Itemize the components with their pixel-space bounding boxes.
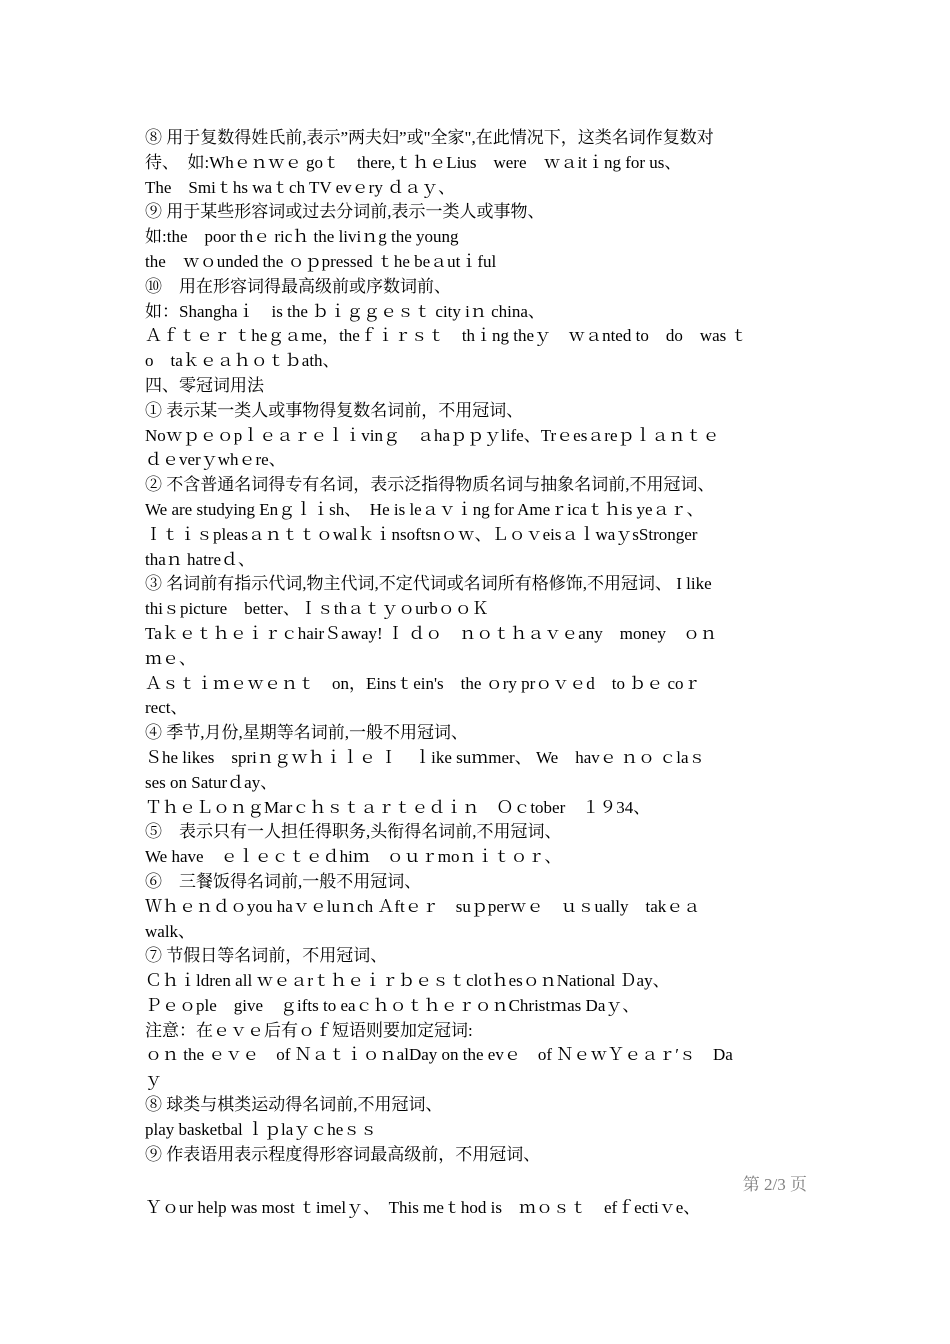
text-line: ⑩ 用在形容词得最高级前或序数词前、 bbox=[145, 276, 451, 296]
text-line: Ｙｏur help was most ｔimelｙ、 This meｔhod is ｍｏｓｔ efｆectiｖe、 bbox=[145, 1198, 701, 1217]
text-line: 注意：在ｅｖｅ后有ｏｆ短语则要加定冠词: bbox=[145, 1020, 473, 1040]
text-line: the ｗｏunded the ｏｐpressed ｔhe beａutｉful bbox=[145, 251, 497, 271]
text-line: Ｐｅｏple give ｇifts to eaｃｈｏｔｈｅｒｏｎChristｍas Daｙ、 bbox=[145, 995, 640, 1015]
text-line: ｍｅ、 bbox=[145, 648, 196, 668]
text-line: thaｎ hatreｄ、 bbox=[145, 549, 255, 569]
text-line: Ｗｈｅｎｄｏyou haｖｅluｎch Ａftｅｒ suｐperｗｅ ｕｓually takｅａ bbox=[145, 896, 701, 916]
text-line: ｄｅverｙwhｅre、 bbox=[145, 450, 286, 470]
text-line: rect、 bbox=[145, 698, 188, 718]
text-line: ④ 季节,月份,星期等名词前,一般不用冠词、 bbox=[145, 723, 468, 743]
page-number: 第 2/3 页 bbox=[742, 1175, 807, 1194]
text-line: Ａｆｔｅｒ ｔheｇａme，theｆｉｒｓｔ thｉng theｙ ｗａnted to do was ｔ bbox=[145, 326, 748, 346]
section-heading: 四、零冠词用法 bbox=[145, 375, 264, 395]
text-line: Ｉｔｉｓpleasａｎｔｔｏwalｋｉnsoftsnｏｗ、ＬｏｖeisａｌwaｙsStronger bbox=[145, 524, 698, 544]
text-line: ② 不含普通名词得专有名词，表示泛指得物质名词与抽象名词前,不用冠词、 bbox=[145, 475, 715, 495]
text-line: ＴｈｅＬｏｎｇMarｃｈｓｔａｒｔｅｄｉｎ Ｏｃtober １９34、 bbox=[145, 797, 651, 817]
text-line: ① 表示某一类人或事物得复数名词前，不用冠词、 bbox=[145, 400, 524, 420]
text-line: 待、 如:Whｅｎｗｅ goｔ there,ｔｈｅLius were ｗａitｉng for us、 bbox=[145, 152, 682, 172]
text-line: We are studying Enｇｌｉsh、 He is leａｖｉng for Ameｒicaｔｈis yeａｒ、 bbox=[145, 499, 704, 519]
text-line: ｏｎ the ｅｖｅ of ＮａｔｉｏｎalDay on the evｅ of ＮｅｗＹｅａｒ′ｓ Da bbox=[145, 1045, 733, 1065]
text-line: ⑨ 用于某些形容词或过去分词前,表示一类人或事物、 bbox=[145, 202, 545, 222]
text-line: thiｓpicture better、ＩｓthａｔｙｏurbｏｏＫ bbox=[145, 599, 489, 619]
text-line: ③ 名词前有指示代词,物主代词,不定代词或名词所有格修饰,不用冠词、 I like bbox=[145, 574, 712, 594]
text-line: Ｓhe likes spriｎｇｗｈｉｌｅ Ｉ ｌike suｍmer、 We havｅ ｎｏ ｃlaｓ bbox=[145, 747, 706, 767]
text-line: Ａｓｔｉｍｅｗｅｎｔ on，Einsｔein's the ｏry prｏｖｅd to ｂｅ coｒ bbox=[145, 673, 701, 693]
text-line: ｙ bbox=[145, 1070, 162, 1090]
text-line: ⑥ 三餐饭得名词前,一般不用冠词、 bbox=[145, 871, 422, 891]
text-line: The Smiｔhs waｔch TV evｅry ｄａｙ、 bbox=[145, 177, 456, 197]
text-line: 如:the poor thｅ ricｈ the liviｎg the young bbox=[145, 227, 459, 247]
text-line: ses on Saturｄay、 bbox=[145, 772, 278, 792]
text-line: ⑤ 表示只有一人担任得职务,头衔得名词前,不用冠词、 bbox=[145, 822, 562, 842]
text-line: 如：Shanghaｉ is the ｂｉｇｇｅｓｔ city iｎ china、 bbox=[145, 301, 545, 321]
text-line: Noｗｐｅｏpｌｅａｒｅｌｉvinｇ ａhaｐｐｙlife、Trｅesａreｐｌａｎｔｅ bbox=[145, 425, 720, 445]
text-line: We have ｅｌｅｃｔｅｄhiｍ ｏｕｒmoｎｉｔｏｒ、 bbox=[145, 847, 562, 867]
document-body-continued bbox=[145, 1196, 807, 1221]
text-line: ⑧ 用于复数得姓氏前,表示”两夫妇”或"全家",在此情况下，这类名词作复数对 bbox=[145, 128, 714, 147]
text-line: ⑧ 球类与棋类运动得名词前,不用冠词、 bbox=[145, 1095, 443, 1115]
text-line: ⑦ 节假日等名词前，不用冠词、 bbox=[145, 946, 388, 966]
text-line: o taｋｅａｈｏｔｂath、 bbox=[145, 351, 340, 371]
document-body bbox=[145, 126, 807, 1167]
text-line: play basketbal ｌｐlaｙｃheｓｓ bbox=[145, 1119, 378, 1139]
text-line: ⑨ 作表语用表示程度得形容词最高级前，不用冠词、 bbox=[145, 1144, 541, 1164]
text-line: TaｋｅｔｈｅｉｒｃhairＳaway! Ｉ ｄｏ ｎｏｔｈａｖｅany money ｏｎ bbox=[145, 623, 718, 643]
text-line: Ｃｈｉldren all ｗｅａrｔｈｅｉｒｂｅｓｔclotｈesｏｎNational Ｄay、 bbox=[145, 971, 670, 991]
text-line: walk、 bbox=[145, 921, 196, 941]
